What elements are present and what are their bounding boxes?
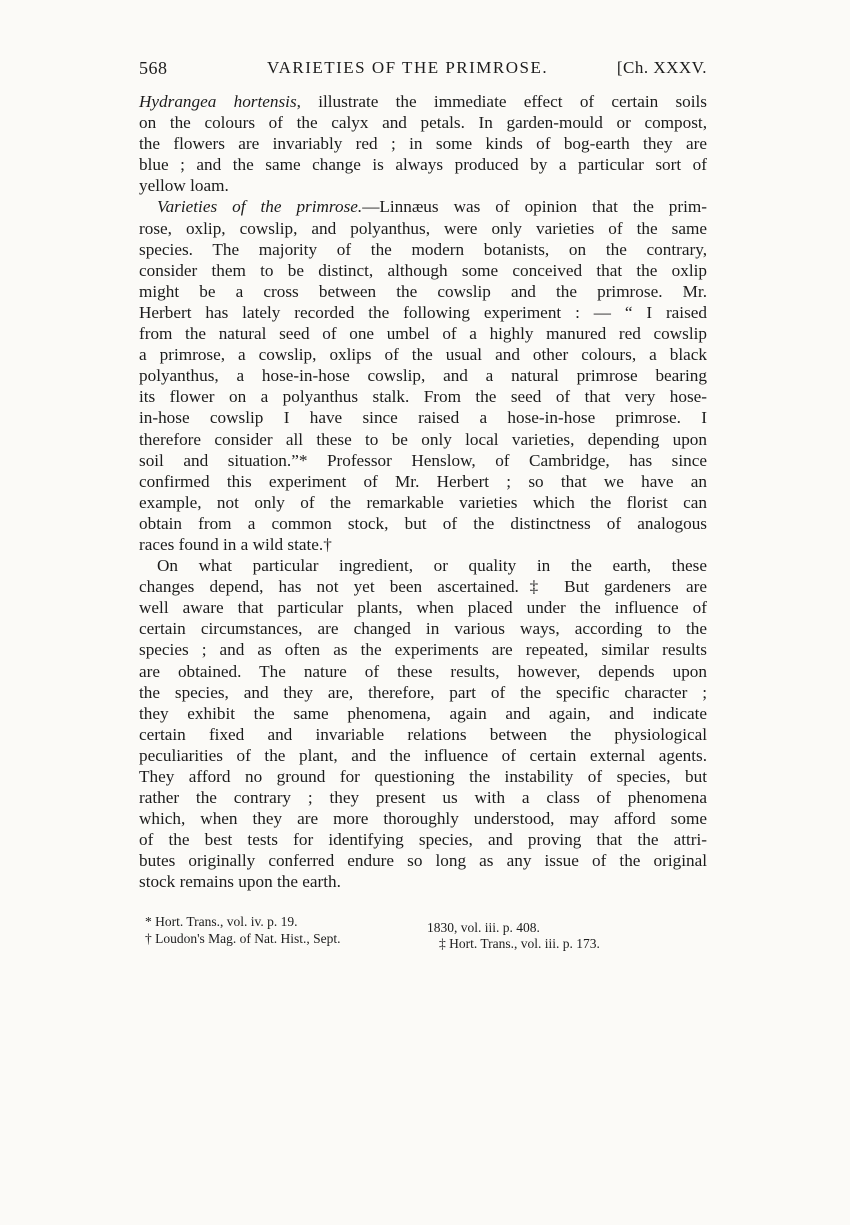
text-line: of the best tests for identifying species, and proving that the attri-: [139, 830, 707, 850]
footnote-3: ‡ Hort. Trans., vol. iii. p. 173.: [439, 935, 600, 951]
text-line: consider them to be distinct, although some conceived that the oxlip: [139, 260, 707, 280]
text-line: which, when they are more thoroughly understood, may afford some: [139, 809, 707, 829]
text-line: rather the contrary ; they present us with a class of phenomena: [139, 788, 707, 808]
text-line: certain fixed and invariable relations between the physiological: [139, 724, 707, 744]
footnote-1: * Hort. Trans., vol. iv. p. 19.: [145, 913, 298, 929]
chapter-label: [Ch. XXXV.: [616, 58, 707, 77]
book-page: [139, 58, 707, 953]
main-text: [139, 91, 707, 893]
text-line: a primrose, a cowslip, oxlips of the usual and other colours, a black: [139, 345, 707, 365]
text-line: are obtained. The nature of these results, however, depends upon: [139, 661, 707, 681]
text-line: blue ; and the same change is always produced by a particular sort of: [139, 155, 707, 175]
text-line: stock remains upon the earth.: [139, 872, 341, 892]
text-line: example, not only of the remarkable varieties which the florist can: [139, 492, 707, 512]
paragraph-3: [139, 555, 707, 893]
text-line: changes depend, has not yet been ascertained.‡ But gardeners are: [139, 577, 707, 597]
paragraph-1: [139, 91, 707, 196]
text-line: On what particular ingredient, or quality in the earth, these: [157, 556, 707, 576]
text-line: Varieties of the primrose.—Linnæus was of opinion that the prim-: [157, 197, 707, 217]
text-line: from the natural seed of one umbel of a highly manured red cowslip: [139, 324, 707, 344]
text-line: the species, and they are, therefore, part of the specific character ;: [139, 682, 707, 702]
footnote-2: † Loudon's Mag. of Nat. Hist., Sept.: [145, 930, 341, 946]
page-number: 568: [139, 58, 168, 78]
footnotes: [139, 913, 707, 953]
text-line: Hydrangea hortensis, illustrate the immediate effect of certain soils: [139, 92, 707, 111]
text-line: soil and situation.”* Professor Henslow, of Cambridge, has since: [139, 450, 707, 470]
text-line: confirmed this experiment of Mr. Herbert ; so that we have an: [139, 471, 707, 491]
text-line: might be a cross between the cowslip and the primrose. Mr.: [139, 281, 707, 301]
text-line: rose, oxlip, cowslip, and polyanthus, were only varieties of the same: [139, 218, 707, 238]
text-line: well aware that particular plants, when placed under the influence of: [139, 598, 707, 618]
text-line: certain circumstances, are changed in various ways, according to the: [139, 619, 707, 639]
text-line: peculiarities of the plant, and the influence of certain external agents.: [139, 745, 707, 765]
text-line: they exhibit the same phenomena, again and again, and indicate: [139, 703, 707, 723]
text-line: species ; and as often as the experiments are repeated, similar results: [139, 640, 707, 660]
text-line: polyanthus, a hose-in-hose cowslip, and a natural primrose bearing: [139, 366, 707, 386]
text-line: butes originally conferred endure so long as any issue of the original: [139, 851, 707, 871]
text-line: yellow loam.: [139, 176, 229, 196]
text-line: on the colours of the calyx and petals. In garden-mould or compost,: [139, 113, 707, 133]
text-line: the flowers are invariably red ; in some kinds of bog-earth they are: [139, 134, 707, 154]
text-line: in-hose cowslip I have since raised a hose-in-hose primrose. I: [139, 408, 707, 428]
text-line: species. The majority of the modern botanists, on the contrary,: [139, 239, 707, 259]
footnote-2-continued: 1830, vol. iii. p. 408.: [427, 919, 540, 935]
text-line: obtain from a common stock, but of the distinctness of analogous: [139, 513, 707, 533]
text-line: Herbert has lately recorded the following experiment : — “ I raised: [139, 302, 707, 322]
text-line: races found in a wild state.†: [139, 534, 332, 554]
paragraph-2: [139, 196, 707, 555]
text-line: therefore consider all these to be only local varieties, depending upon: [139, 429, 707, 449]
text-line: They afford no ground for questioning the instability of species, but: [139, 767, 707, 786]
running-title: VARIETIES OF THE PRIMROSE.: [267, 58, 549, 77]
running-header: [139, 58, 707, 86]
text-line: its flower on a polyanthus stalk. From the seed of that very hose-: [139, 387, 707, 407]
